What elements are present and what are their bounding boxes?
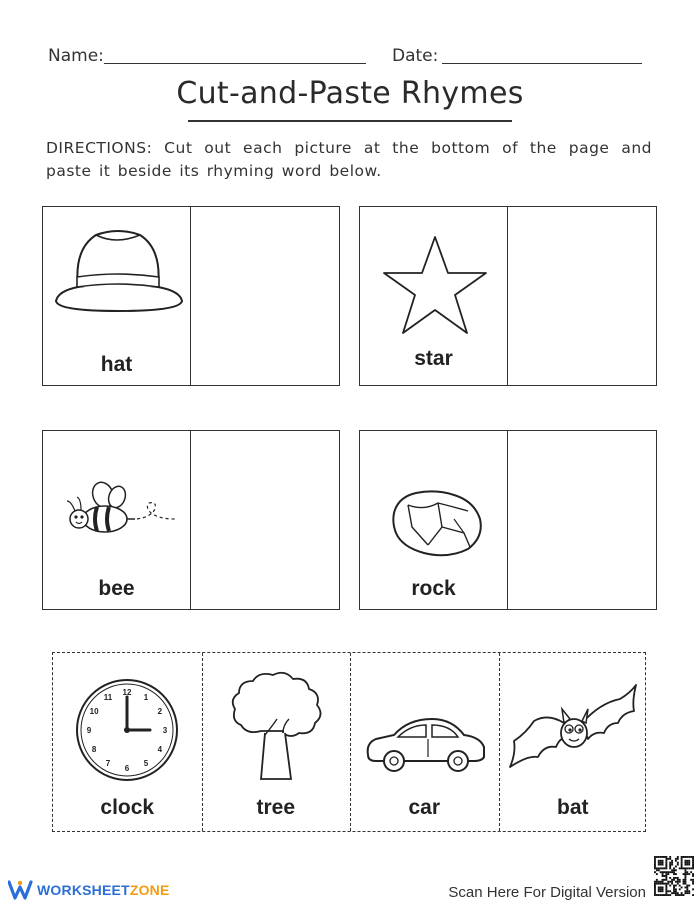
car-icon: [362, 711, 488, 777]
qr-code-icon[interactable]: [654, 856, 694, 896]
paste-area[interactable]: [508, 431, 656, 609]
word-clock: clock: [100, 796, 155, 819]
hat-icon: [48, 219, 188, 329]
paste-area[interactable]: [191, 431, 339, 609]
name-line[interactable]: [104, 63, 366, 64]
clock-numeral: 3: [162, 726, 168, 735]
star-icon: [380, 231, 490, 341]
cutout-bat[interactable]: [499, 653, 648, 831]
worksheetzone-logo[interactable]: [8, 878, 170, 902]
clock-numeral: 12: [122, 688, 132, 697]
clock-numeral: 5: [143, 758, 149, 768]
clock-numeral: 10: [89, 707, 99, 716]
clock-icon: [74, 677, 180, 783]
clock-numeral: 6: [124, 764, 130, 773]
word-car: car: [408, 796, 441, 819]
cutout-car[interactable]: [350, 653, 499, 831]
clock-numeral: 11: [103, 693, 113, 703]
picture-cell: [43, 207, 191, 385]
word-rock: rock: [411, 577, 456, 600]
page-title: Cut-and-Paste Rhymes: [176, 76, 524, 111]
cutout-tree[interactable]: [202, 653, 351, 831]
clock-numeral: 2: [157, 707, 163, 716]
word-tree: tree: [256, 796, 296, 819]
paste-area[interactable]: [508, 207, 656, 385]
title-underline: [188, 120, 512, 122]
clock-numeral: 4: [157, 745, 163, 754]
rock-icon: [388, 483, 488, 563]
picture-cell: [360, 207, 508, 385]
date-label: Date:: [392, 46, 439, 66]
rhyme-box-rock: [359, 430, 657, 610]
rhyme-box-hat: [42, 206, 340, 386]
tree-icon: [221, 669, 331, 781]
clock-numeral: 9: [86, 726, 92, 735]
logo-text-zone: ZONE: [129, 882, 170, 898]
clock-numeral: 1: [143, 693, 149, 703]
rhyme-box-star: [359, 206, 657, 386]
logo-text-worksheet: WORKSHEET: [37, 882, 130, 898]
cutout-strip: [52, 652, 646, 832]
picture-cell: [360, 431, 508, 609]
name-label: Name:: [48, 46, 104, 66]
clock-numeral: 8: [91, 745, 97, 754]
word-bee: bee: [98, 577, 135, 600]
word-star: star: [414, 347, 453, 370]
bee-icon: [51, 479, 191, 549]
logo-w-icon: [8, 879, 34, 901]
date-line[interactable]: [442, 63, 642, 64]
picture-cell: [43, 431, 191, 609]
word-hat: hat: [100, 353, 133, 376]
bat-icon: [508, 683, 638, 769]
directions-text: DIRECTIONS: Cut out each picture at the bottom of the page and paste it beside its rhyming word below.: [46, 139, 652, 180]
scan-text: Scan Here For Digital Version: [448, 884, 646, 901]
paste-area[interactable]: [191, 207, 339, 385]
clock-numeral: 7: [105, 758, 111, 768]
cutout-clock[interactable]: [53, 653, 202, 831]
word-bat: bat: [557, 796, 589, 819]
rhyme-box-bee: [42, 430, 340, 610]
